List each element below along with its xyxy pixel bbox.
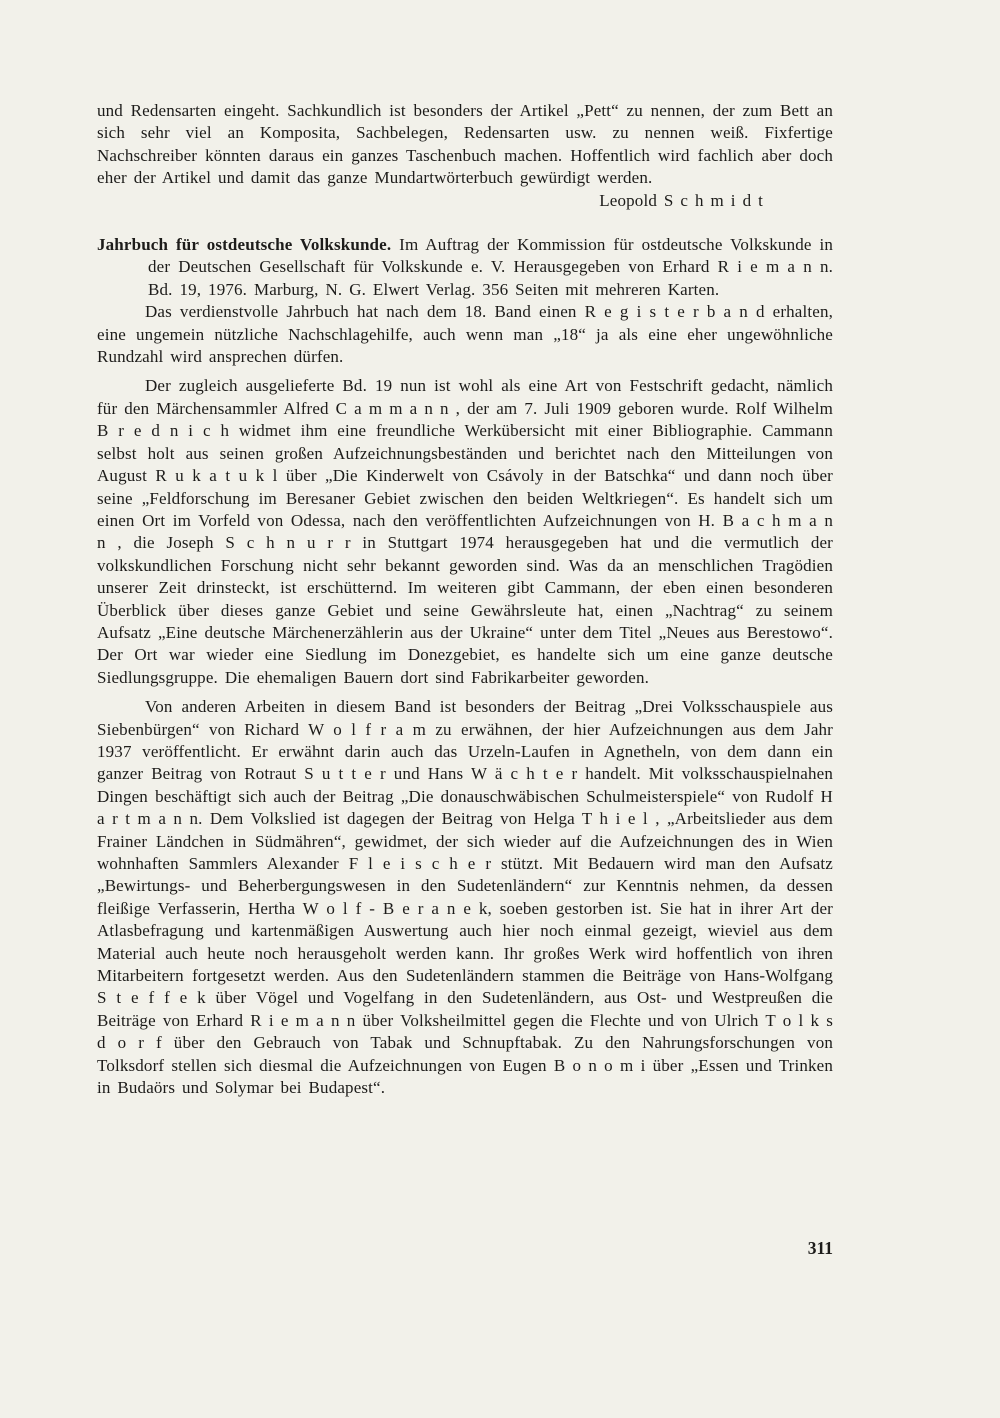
page-number: 311 xyxy=(807,1238,833,1258)
review-paragraph-2: Der zugleich ausgelieferte Bd. 19 nun ist wohl als eine Art von Festschrift gedacht, nämlich für den Märchensammler Alfred C a m m a n n , der am 7. Juli 1909 geboren wurde. Rolf Wilhelm B r e d n i c h widmet ihm eine freundliche Werkübersicht mit einer Bibliographie. Cammann selbst holt aus seinen großen Aufzeichnungsbeständen und berichtet nach den Mitteilungen von August R u k a t u k l über „Die Kinderwelt von Csávoly in der Batschka“ und dann noch über seine „Feldforschung im Beresaner Gebiet zwischen den beiden Weltkriegen“. Es handelt sich um einen Ort im Vorfeld von Odessa, nach den veröffentlichten Aufzeichnungen von H. B a c h m a n n , die Joseph S c h n u r r in Stuttgart 1974 herausgegeben hat und die vermutlich der volkskundlichen Forschung nicht sehr bekannt geworden sind. Was da an menschlichen Tragödien unserer Zeit drinsteckt, ist erschütternd. Im weiteren gibt Cammann, der eben einen besonderen Überblick über dieses ganze Gebiet und seine Gewährsleute hat, einen „Nachtrag“ zu seinem Aufsatz „Eine deutsche Märchenerzählerin aus der Ukraine“ unter dem Titel „Neues aus Berestowo“. Der Ort war wieder eine Siedlung im Donezgebiet, es handelte sich um eine ganze deutsche Siedlungsgruppe. Die ehemaligen Bauern dort sind Fabrikarbeiter geworden. xyxy=(97,376,833,687)
page-content xyxy=(97,100,833,1099)
review-bibliographic-info: Im Auftrag der Kommission für ostdeutsche Volkskunde in der Deutschen Gesellschaft für Volkskunde e. V. Herausgegeben von Erhard R i e m a n n. Bd. 19, 1976. Marburg, N. G. Elwert Verlag. 356 Seiten mit mehreren Karten. xyxy=(148,235,833,299)
review-title-bold: Jahrbuch für ostdeutsche Volkskunde. xyxy=(97,235,392,255)
review-paragraph-1: Das verdienstvolle Jahrbuch hat nach dem 18. Band einen R e g i s t e r b a n d erhalten, eine ungemein nützliche Nachschlagehilfe, auch wenn man „18“ ja als eine eher ungewöhnliche Rundzahl wird ansprechen dürfen. xyxy=(97,302,833,367)
reviewer-signature: Leopold S c h m i d t xyxy=(599,190,763,210)
review-paragraph-3: Von anderen Arbeiten in diesem Band ist besonders der Beitrag „Drei Volksschauspiele aus Siebenbürgen“ von Richard W o l f r a m zu erwähnen, der hier Aufzeichnungen aus dem Jahr 1937 veröffentlicht. Er erwähnt darin auch das Urzeln-Laufen in Agnetheln, von dem dann ein ganzer Beitrag von Rotraut S u t t e r und Hans W ä c h t e r handelt. Mit volksschauspielnahen Dingen beschäftigt sich auch der Beitrag „Die donauschwäbischen Schulmeisterspiele“ von Rudolf H a r t m a n n. Dem Volkslied ist dagegen der Beitrag von Helga T h i e l , „Arbeitslieder aus dem Frainer Ländchen in Südmähren“, gewidmet, der sich wieder auf die Aufzeichnungen des in Wien wohnhaften Sammlers Alexander F l e i s c h e r stützt. Mit Bedauern wird man den Aufsatz „Bewirtungs- und Beherbergungswesen in den Sudetenländern“ zur Kenntnis nehmen, da dessen fleißige Verfasserin, Hertha W o l f - B e r a n e k, soeben gestorben ist. Sie hat in ihrer Art der Atlasbefragung und kartenmäßigen Auswertung auch hier noch einmal gezeigt, wieviel aus dem Material auch heute noch herausgeholt werden kann. Ihr großes Werk wird hoffentlich von ihren Mitarbeitern fortgesetzt werden. Aus den Sudetenländern stammen die Beiträge von Hans-Wolfgang S t e f f e k über Vögel und Vogelfang in den Sudetenländern, aus Ost- und Westpreußen die Beiträge von Erhard R i e m a n n über Volksheilmittel gegen die Flechte und von Ulrich T o l k s d o r f über den Gebrauch von Tabak und Schnupftabak. Zu den Nahrungsforschungen von Tolksdorf stellen sich diesmal die Aufzeichnungen von Eugen B o n o m i über „Essen und Trinken in Budaörs und Solymar bei Budapest“. xyxy=(97,697,833,1098)
review-heading xyxy=(97,234,833,301)
paragraph-previous-review-end: und Redensarten eingeht. Sachkundlich ist besonders der Artikel „Pett“ zu nennen, der zum Bett an sich sehr viel an Komposita, Sachbelegen, Redensarten usw. zu nennen weiß. Fixfertige Nachschreiber könnten daraus ein ganzes Taschenbuch machen. Hoffentlich wird fachlich aber doch eher der Artikel und damit das ganze Mundartwörterbuch gewürdigt werden. xyxy=(97,101,833,188)
